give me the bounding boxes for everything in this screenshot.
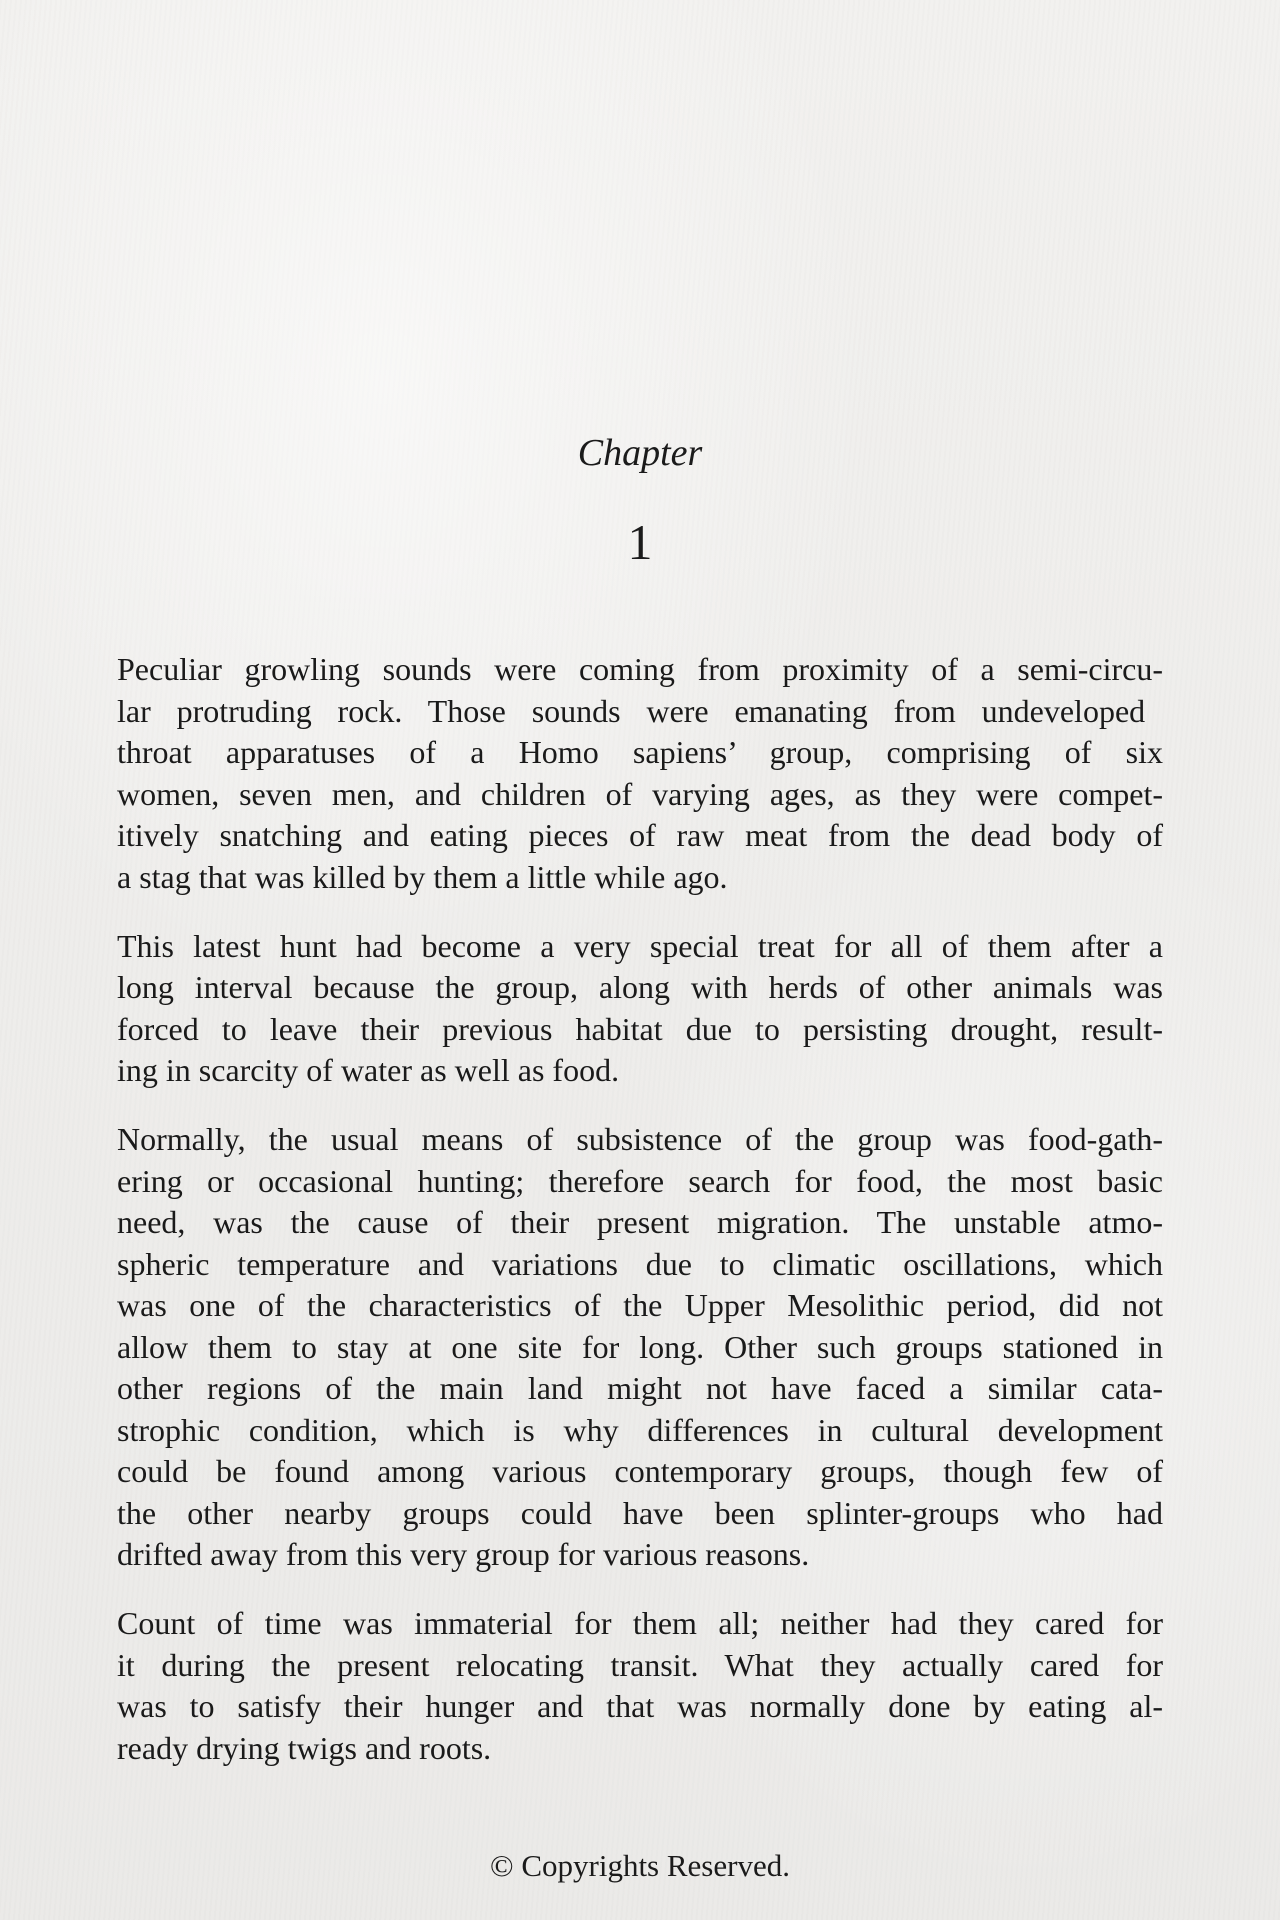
- text-line: other regions of the main land might not have faced a similar cata-: [117, 1370, 1163, 1406]
- text-line: Normally, the usual means of subsistence of the group was food-gath-: [117, 1121, 1164, 1157]
- chapter-label: Chapter: [577, 432, 703, 474]
- text-line: lar protruding rock. Those sounds were emanating from undeveloped: [117, 692, 1146, 729]
- text-line: need, was the cause of their present migration. The unstable atmo-: [117, 1204, 1163, 1240]
- chapter-number: 1: [627, 514, 653, 570]
- text-line: allow them to stay at one site for long. Other such groups stationed in: [117, 1328, 1164, 1365]
- text-line: was to satisfy their hunger and that was normally done by eating al-: [117, 1688, 1163, 1724]
- text-line: a stag that was killed by them a little while ago.: [117, 858, 728, 895]
- text-line: forced to leave their previous habitat due to persisting drought, result-: [117, 1010, 1163, 1047]
- paragraph-4: [117, 1603, 1163, 1769]
- text-line: it during the present relocating transit. What they actually cared for: [117, 1646, 1164, 1683]
- text-line: the other nearby groups could have been splinter-groups who had: [117, 1494, 1163, 1531]
- paragraph-2: [117, 926, 1163, 1092]
- copyright-notice: © Copyrights Reserved.: [490, 1848, 790, 1883]
- text-line: itively snatching and eating pieces of raw meat from the dead body of: [117, 817, 1163, 853]
- text-line: long interval because the group, along with herds of other animals was: [117, 969, 1164, 1005]
- text-line: drifted away from this very group for various reasons.: [117, 1536, 810, 1572]
- text-line: ing in scarcity of water as well as food.: [117, 1052, 620, 1088]
- text-line: This latest hunt had become a very special treat for all of them after a: [117, 927, 1164, 964]
- text-line: ready drying twigs and roots.: [117, 1729, 492, 1766]
- text-line: was one of the characteristics of the Upper Mesolithic period, did not: [117, 1287, 1164, 1323]
- text-line: Peculiar growling sounds were coming from proximity of a semi-circu-: [117, 651, 1163, 687]
- chapter-body: [117, 649, 1163, 1797]
- paragraph-3: [117, 1119, 1163, 1576]
- text-line: spheric temperature and variations due to climatic oscillations, which: [117, 1245, 1163, 1282]
- paragraph-1: [117, 649, 1163, 898]
- text-line: Count of time was immaterial for them all; neither had they cared for: [117, 1605, 1163, 1641]
- text-line: strophic condition, which is why differences in cultural development: [117, 1411, 1163, 1448]
- text-line: could be found among various contemporary groups, though few of: [117, 1453, 1164, 1489]
- text-line: ering or occasional hunting; therefore search for food, the most basic: [117, 1162, 1163, 1199]
- text-line: throat apparatuses of a Homo sapiens’ group, comprising of six: [117, 734, 1163, 770]
- text-line: women, seven men, and children of varying ages, as they were compet-: [117, 775, 1164, 812]
